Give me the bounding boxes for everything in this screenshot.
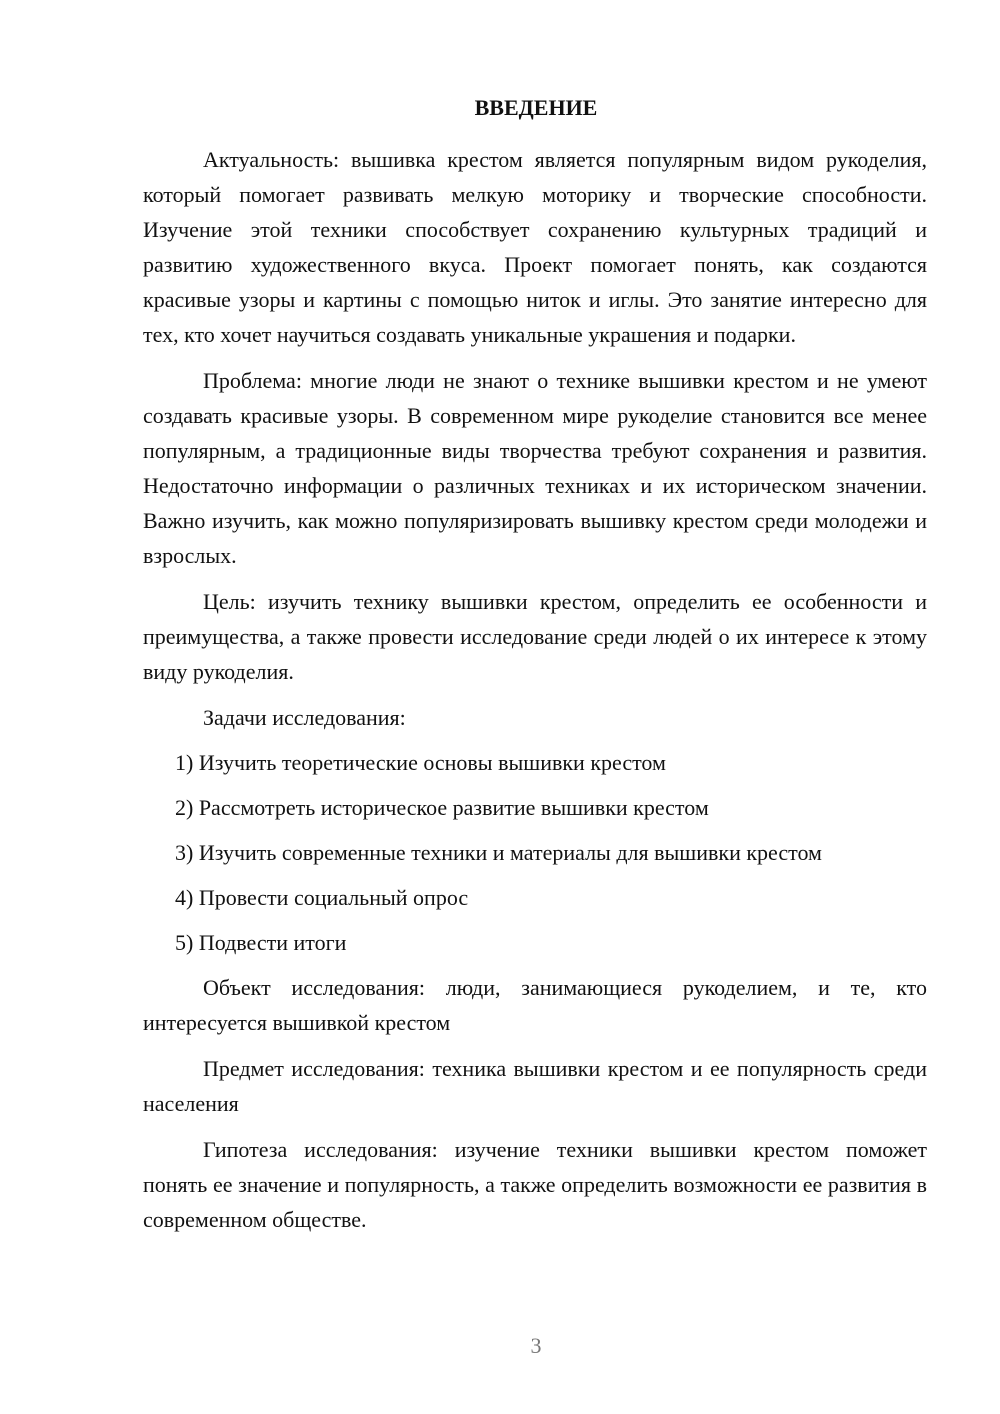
tasks-list: [143, 745, 927, 960]
paragraph-object: Объект исследования: люди, занимающиеся рукоделием, и те, кто интересуется вышивкой крестом: [143, 975, 927, 1035]
task-item: 4) Провести социальный опрос: [175, 885, 469, 910]
paragraph-goal: Цель: изучить технику вышивки крестом, определить ее особенности и преимущества, а также провести исследование среди людей о их интересе к этому виду рукоделия.: [143, 589, 927, 684]
task-item: 5) Подвести итоги: [175, 930, 347, 955]
paragraph-hypothesis: Гипотеза исследования: изучение техники вышивки крестом поможет понять ее значение и популярность, а также определить возможности ее развития в современном обществе.: [143, 1137, 927, 1232]
paragraph-problem: Проблема: многие люди не знают о технике вышивки крестом и не умеют создавать красивые узоры. В современном мире рукоделие становится все менее популярным, а традиционные виды творчества требуют сохранения и развития. Недостаточно информации о различных техниках и их историческом значении. Важно изучить, как можно популяризировать вышивку крестом среди молодежи и взрослых.: [143, 368, 927, 568]
paragraph-relevance: Актуальность: вышивка крестом является популярным видом рукоделия, который помогает развивать мелкую моторику и творческие способности. Изучение этой техники способствует сохранению культурных традиций и развитию художественного вкуса. Проект помогает понять, как создаются красивые узоры и картины с помощью ниток и иглы. Это занятие интересно для тех, кто хочет научиться создавать уникальные украшения и подарки.: [143, 147, 927, 347]
tasks-heading: Задачи исследования:: [203, 705, 406, 730]
paragraph-subject: Предмет исследования: техника вышивки крестом и ее популярность среди населения: [143, 1056, 927, 1116]
page-title: ВВЕДЕНИЕ: [474, 95, 598, 120]
document-body: [143, 142, 927, 1248]
page-number: 3: [530, 1333, 542, 1358]
task-item: 2) Рассмотреть историческое развитие вышивки крестом: [175, 795, 709, 820]
task-item: 3) Изучить современные техники и материалы для вышивки крестом: [175, 840, 822, 865]
task-item: 1) Изучить теоретические основы вышивки крестом: [175, 750, 666, 775]
